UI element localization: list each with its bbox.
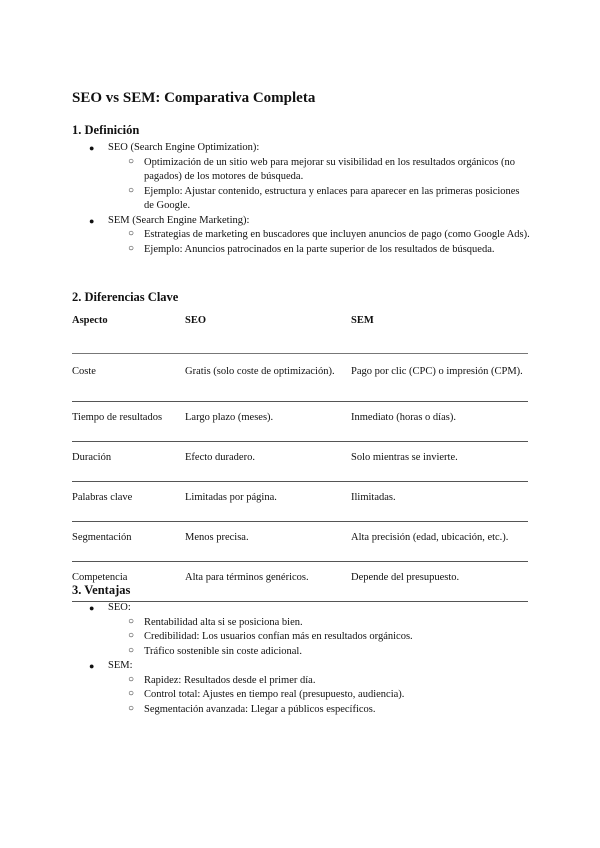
sub-item-text: Segmentación avanzada: Llegar a públicos específicos.	[144, 703, 376, 715]
table-row	[72, 522, 528, 562]
sub-item-text: Rapidez: Resultados desde el primer día.	[144, 674, 316, 686]
sub-item-text: Tráfico sostenible sin coste adicional.	[144, 645, 302, 657]
sub-list-item	[108, 674, 532, 689]
table-cell: Largo plazo (meses).	[185, 402, 351, 442]
circle-bullet-icon: ○	[128, 644, 135, 656]
table-cell: Pago por clic (CPC) o impresión (CPM).	[351, 354, 528, 402]
section-ventajas	[72, 582, 532, 717]
table-cell: Alta precisión (edad, ubicación, etc.).	[351, 522, 528, 562]
section-heading: 3. Ventajas	[72, 583, 131, 597]
table-row	[72, 442, 528, 482]
list-item	[72, 214, 532, 258]
table-header-row	[72, 305, 528, 354]
sub-item-text: Estrategias de marketing en buscadores que incluyen anuncios de pago (como Google Ads).	[144, 229, 530, 240]
circle-bullet-icon: ○	[128, 184, 135, 196]
circle-bullet-icon: ○	[128, 155, 135, 167]
sub-item-text: Ejemplo: Anuncios patrocinados en la parte superior de los resultados de búsqueda.	[144, 243, 495, 255]
list-item	[72, 601, 532, 659]
circle-bullet-icon: ○	[128, 673, 135, 685]
table-row	[72, 482, 528, 522]
sub-list-item	[108, 185, 532, 214]
sub-item-text: Rentabilidad alta si se posiciona bien.	[144, 616, 303, 628]
sub-list-item	[108, 228, 532, 243]
bullet-icon: ●	[89, 661, 95, 671]
table-cell: Segmentación	[72, 522, 185, 562]
bullet-icon: ●	[89, 215, 95, 226]
table-row	[72, 354, 528, 402]
table-cell: Duración	[72, 442, 185, 482]
sub-list-item	[108, 703, 532, 718]
section-heading: 2. Diferencias Clave	[72, 290, 179, 304]
table-cell: Ilimitadas.	[351, 482, 528, 522]
column-header: Aspecto	[72, 305, 185, 354]
circle-bullet-icon: ○	[128, 630, 135, 641]
column-header: SEO	[185, 305, 351, 354]
section-heading: 1. Definición	[72, 123, 140, 137]
circle-bullet-icon: ○	[128, 688, 135, 699]
sub-list-item	[108, 616, 532, 631]
sub-list	[108, 156, 532, 214]
sub-item-text: Ejemplo: Ajustar contenido, estructura y enlaces para aparecer en las primeras posiciones de Google.	[144, 185, 520, 211]
bullet-list	[72, 601, 532, 717]
sub-item-text: Credibilidad: Los usuarios confían más en resultados orgánicos.	[144, 631, 413, 642]
table-cell: Tiempo de resultados	[72, 402, 185, 442]
sub-list-item	[108, 243, 532, 258]
table-cell: Competencia	[72, 562, 185, 602]
table-cell: Palabras clave	[72, 482, 185, 522]
comparison-table	[72, 305, 528, 602]
table-cell: Alta para términos genéricos.	[185, 562, 351, 602]
document-title: SEO vs SEM: Comparativa Completa	[72, 90, 316, 106]
table-cell: Solo mientras se invierte.	[351, 442, 528, 482]
sub-list	[108, 228, 532, 257]
circle-bullet-icon: ○	[128, 702, 135, 714]
section-definicion	[72, 122, 532, 257]
list-item-label: SEO (Search Engine Optimization):	[108, 142, 260, 153]
list-item	[72, 141, 532, 214]
table-cell: Limitadas por página.	[185, 482, 351, 522]
table-cell: Gratis (solo coste de optimización).	[185, 354, 351, 402]
list-item-label: SEM (Search Engine Marketing):	[108, 214, 250, 226]
sub-list	[108, 674, 532, 718]
table-cell: Efecto duradero.	[185, 442, 351, 482]
list-item-label: SEO:	[108, 602, 131, 613]
table-cell: Depende del presupuesto.	[351, 562, 528, 602]
circle-bullet-icon: ○	[128, 228, 135, 239]
bullet-icon: ●	[89, 603, 95, 613]
sub-list	[108, 616, 532, 660]
sub-list-item	[108, 688, 532, 703]
column-header: SEM	[351, 305, 528, 354]
bullet-icon: ●	[89, 143, 95, 153]
circle-bullet-icon: ○	[128, 242, 135, 254]
table-cell: Coste	[72, 354, 185, 402]
table-cell: Menos precisa.	[185, 522, 351, 562]
sub-item-text: Optimización de un sitio web para mejorar su visibilidad en los resultados orgánicos (no pagados) de los motores de búsqueda.	[144, 156, 516, 182]
bullet-list	[72, 141, 532, 257]
sub-list-item	[108, 645, 532, 660]
list-item-label: SEM:	[108, 660, 133, 671]
list-item	[72, 659, 532, 717]
circle-bullet-icon: ○	[128, 615, 135, 627]
table-row	[72, 402, 528, 442]
sub-item-text: Control total: Ajustes en tiempo real (presupuesto, audiencia).	[144, 689, 405, 700]
sub-list-item	[108, 630, 532, 645]
sub-list-item	[108, 156, 532, 185]
table-cell: Inmediato (horas o días).	[351, 402, 528, 442]
